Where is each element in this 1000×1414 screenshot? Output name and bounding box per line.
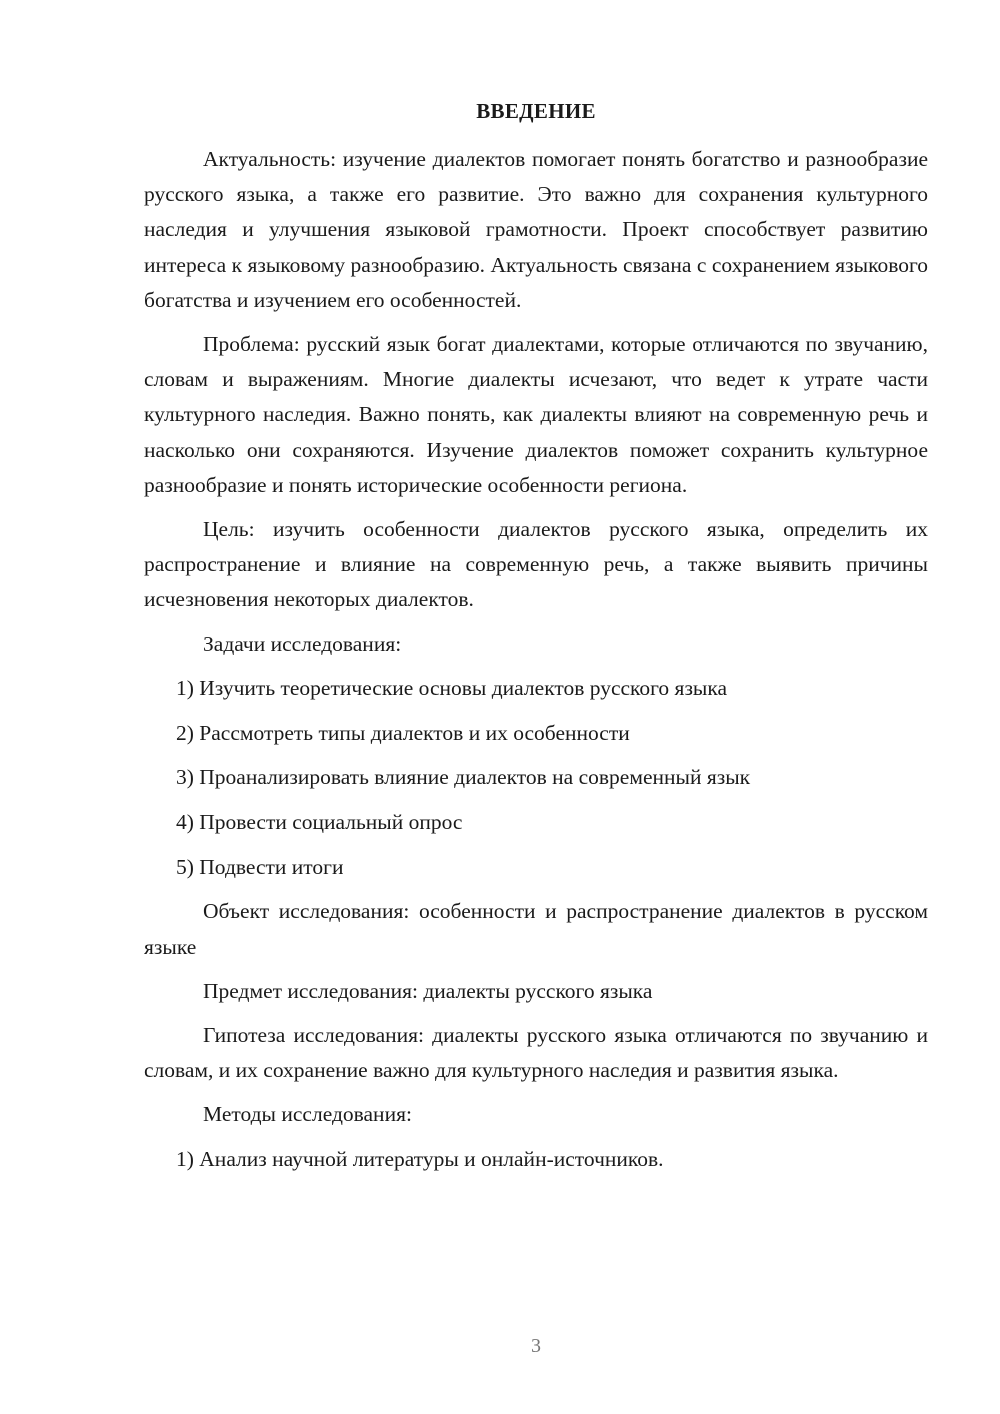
section-title: ВВЕДЕНИЕ (476, 99, 596, 123)
list-item-task-2: 2) Рассмотреть типы диалектов и их особенности (176, 720, 630, 745)
list-item-task-1: 1) Изучить теоретические основы диалектов русского языка (176, 675, 728, 700)
paragraph-object: Объект исследования: особенности и распространение диалектов в русском языке (144, 899, 928, 959)
tasks-heading: Задачи исследования: (203, 631, 402, 656)
document-body (144, 142, 928, 1186)
paragraph-subject: Предмет исследования: диалекты русского языка (203, 978, 653, 1003)
methods-heading: Методы исследования: (203, 1102, 412, 1127)
page-number: 3 (531, 1335, 541, 1357)
tasks-list (144, 671, 928, 885)
paragraph-hypothesis: Гипотеза исследования: диалекты русского языка отличаются по звучанию и словам, и их сохранение важно для культурного наследия и развития языка. (144, 1022, 928, 1083)
paragraph-goal: Цель: изучить особенности диалектов русского языка, определить их распространение и влияние на современную речь, а также выявить причины исчезновения некоторых диалектов. (144, 517, 928, 612)
list-item-task-4: 4) Провести социальный опрос (176, 809, 463, 834)
methods-list (144, 1142, 928, 1177)
list-item-task-3: 3) Проанализировать влияние диалектов на современный язык (176, 765, 751, 790)
list-item-method-1: 1) Анализ научной литературы и онлайн-источников. (176, 1146, 664, 1171)
paragraph-relevance: Актуальность: изучение диалектов помогает понять богатство и разнообразие русского языка, а также его развитие. Это важно для сохранения культурного наследия и улучшения языковой грамотности. Проект способствует развитию интереса к языковому разнообразию. Актуальность связана с сохранением языкового богатства и изучением его особенностей. (144, 147, 928, 312)
paragraph-problem: Проблема: русский язык богат диалектами, которые отличаются по звучанию, словам и выражениям. Многие диалекты исчезают, что ведет к утрате части культурного наследия. Важно понять, как диалекты влияют на современную речь и насколько они сохраняются. Изучение диалектов поможет сохранить культурное разнообразие и понять исторические особенности региона. (144, 332, 928, 497)
list-item-task-5: 5) Подвести итоги (176, 854, 344, 879)
